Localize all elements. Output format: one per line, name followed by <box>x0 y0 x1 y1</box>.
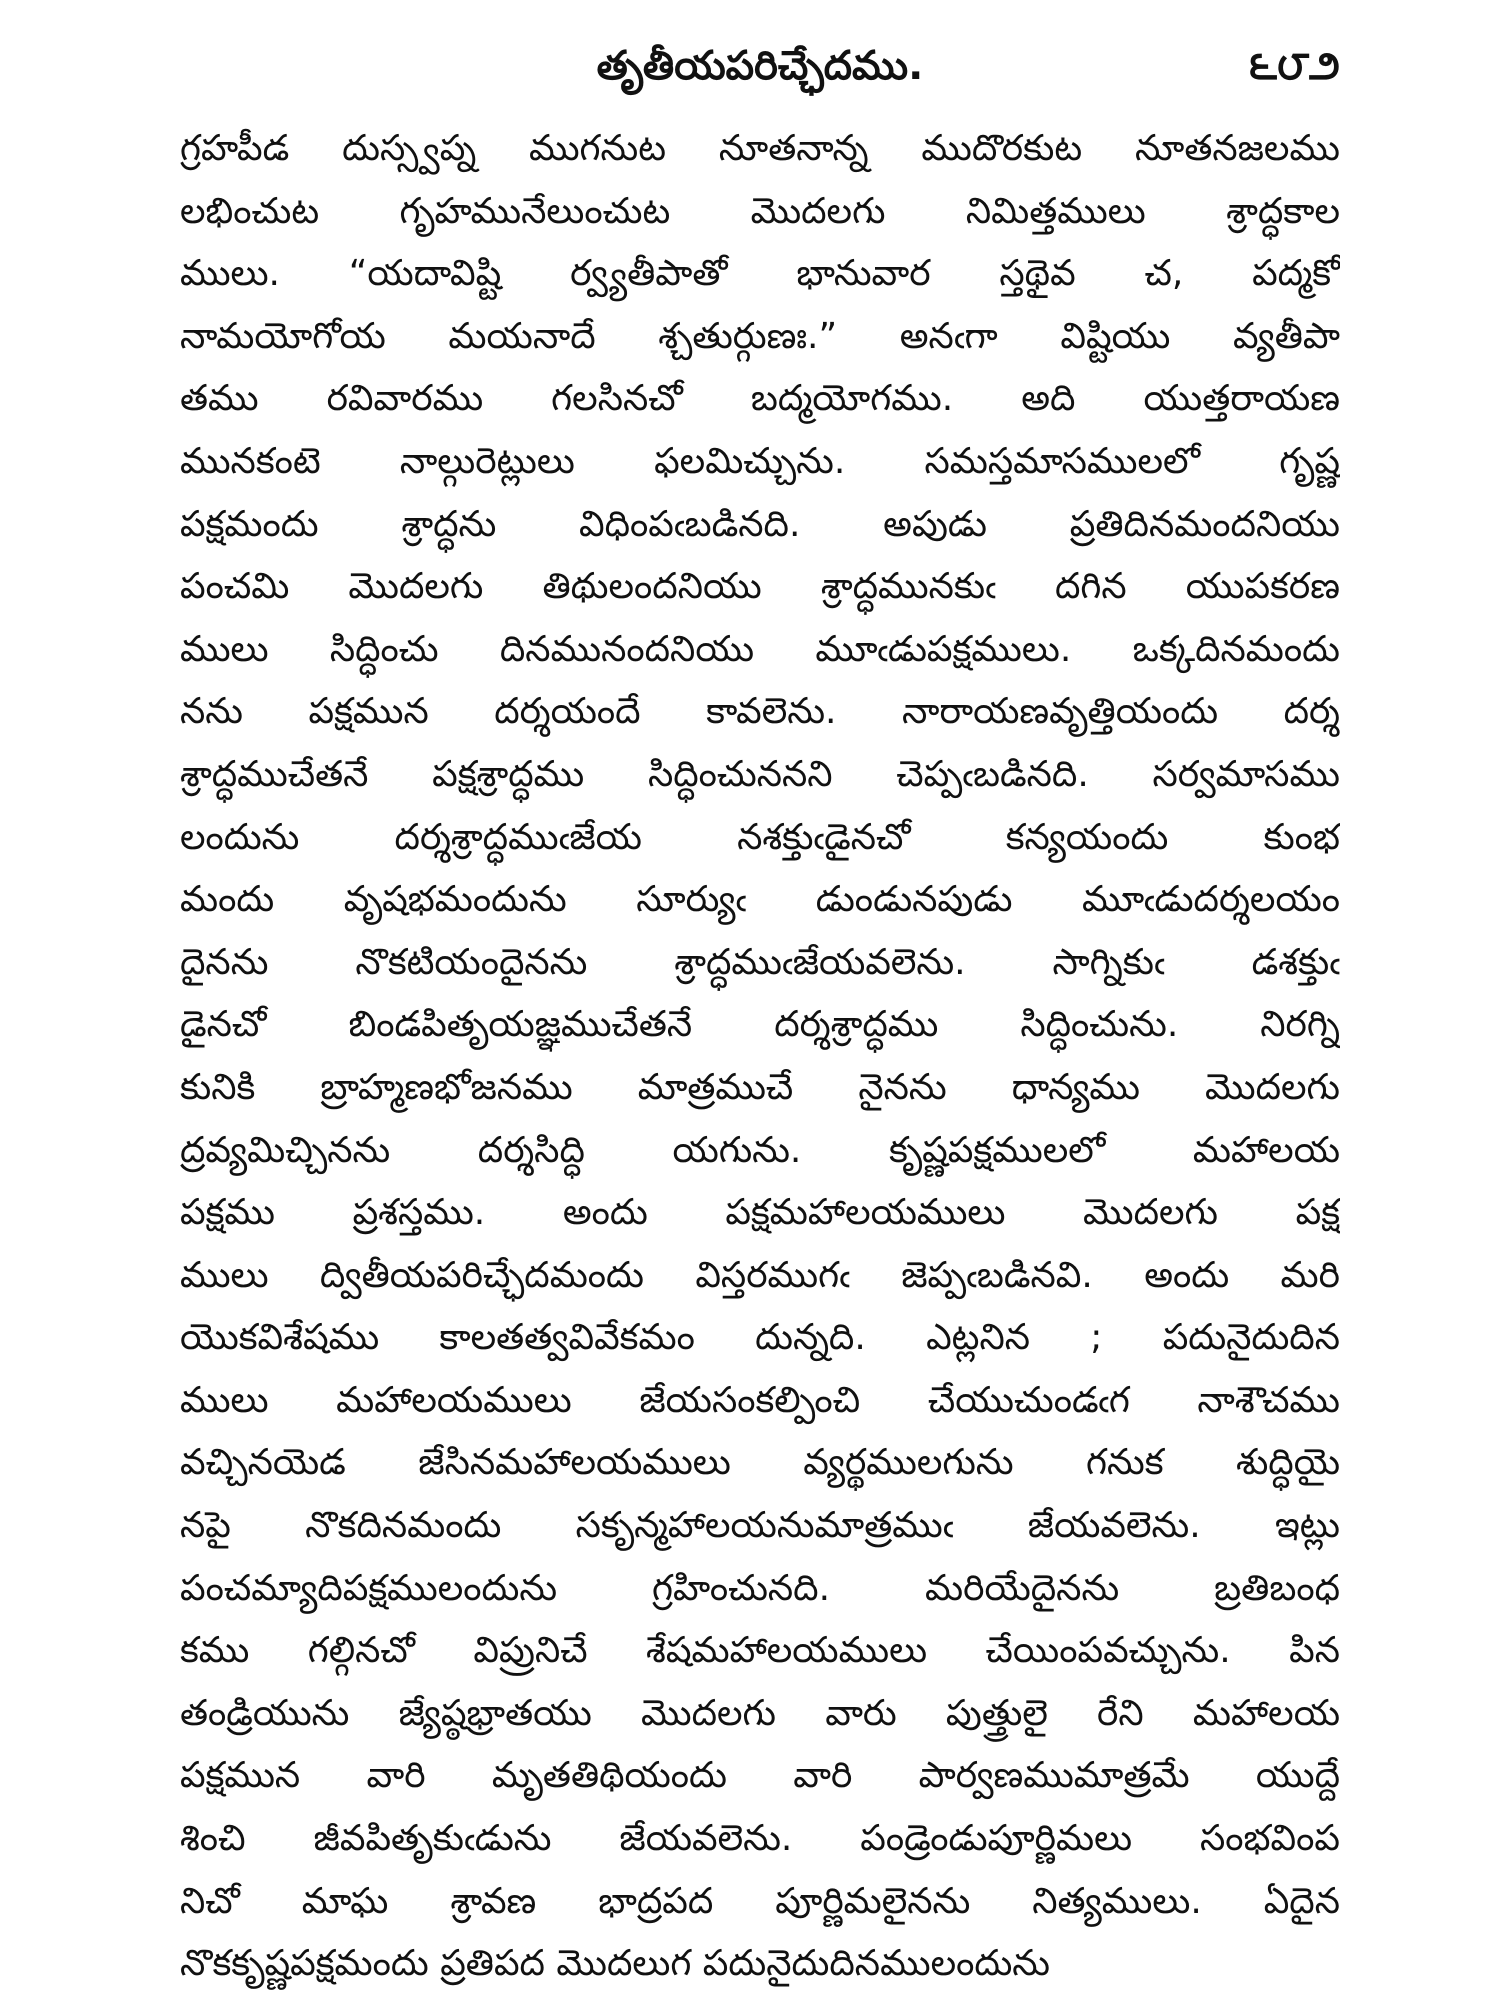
text-line: యొకవిశేషము కాలతత్వవివేకమం దున్నది. ఎట్లనిన ; పదునైదుదిన <box>180 1317 1340 1359</box>
text-line: దైనను నొకటియందైనను శ్రాద్ధముఁజేయవలెను. సాగ్నికుఁ డశక్తుఁ <box>180 941 1340 983</box>
text-line: లభించుట గృహమునేలుంచుట మొదలగు నిమిత్తములు శ్రాద్ధకాల <box>180 190 1340 232</box>
page-number: ౬౮౨ <box>1249 43 1340 89</box>
text-line: ములు. “యదావిష్టి ర్వ్యతీపాతో భానువార స్తథైవ చ, పద్మకో <box>180 253 1340 295</box>
text-line: ములు సిద్ధించు దినమునందనియు మూఁడుపక్షములు. ఒక్కదినమందు <box>180 628 1340 670</box>
text-line: పక్షమందు శ్రాద్ధను విధింపఁబడినది. అపుడు ప్రతిదినమందనియు <box>180 503 1340 545</box>
running-head <box>180 28 1340 108</box>
text-line: గ్రహపీడ దుస్స్వప్న ముగనుట నూతనాన్న ముదొరకుట నూతనజలము <box>180 128 1340 169</box>
text-line: నామయోగోయ మయనాదే శ్చతుర్గుణః.” అనఁగా విష్టియు వ్యతీపా <box>180 315 1340 357</box>
text-line: పంచమి మొదలగు తిథులందనియు శ్రాద్ధమునకుఁ దగిన యుపకరణ <box>180 566 1340 608</box>
text-line: కము గల్గినచో విప్రునిచే శేషమహాలయములు చేయింపవచ్చును. పిన <box>180 1630 1340 1672</box>
text-line: ములు ద్వితీయపరిచ్ఛేదమందు విస్తరముగఁ జెప్పఁబడినవి. అందు మరి <box>180 1254 1340 1296</box>
text-line: వచ్చినయెడ జేసినమహాలయములు వ్యర్థములగును గనుక శుద్ధియై <box>180 1442 1340 1484</box>
text-line: ములు మహాలయములు జేయసంకల్పించి చేయుచుండఁగ నాశౌచము <box>180 1379 1340 1421</box>
text-line: తము రవివారము గలసినచో బద్మయోగము. అది యుత్తరాయణ <box>180 378 1340 420</box>
text-line: తండ్రియును జ్యేష్ఠభ్రాతయు మొదలగు వారు పుత్త్రులై రేని మహాలయ <box>180 1692 1340 1734</box>
chapter-title: తృతీయపరిచ్ఛేదము. <box>596 43 924 89</box>
text-line: పక్షమున వారి మృతతిథియందు వారి పార్వణముమాత్రమే యుద్దే <box>180 1755 1340 1797</box>
text-line: శించి జీవపితృకుఁడును జేయవలెను. పండ్రెండుపూర్ణిమలు సంభవింప <box>180 1818 1340 1860</box>
text-line: నను పక్షమున దర్శయందే కావలెను. నారాయణవృత్తియందు దర్శ <box>180 691 1340 733</box>
body-text <box>180 118 1340 1996</box>
text-line: పంచమ్యాదిపక్షములందును గ్రహించునది. మరియేదైనను బ్రతిబంధ <box>180 1567 1340 1609</box>
text-line: పక్షము ప్రశస్తము. అందు పక్షమహాలయములు మొదలగు పక్ష <box>180 1192 1340 1234</box>
text-line: ద్రవ్యమిచ్చినను దర్శసిద్ధి యగును. కృష్ణపక్షములలో మహాలయ <box>180 1129 1340 1171</box>
text-line: డైనచో బిండపితృయజ్ఞముచేతనే దర్శశ్రాద్ధము సిద్ధించును. నిరగ్ని <box>180 1004 1340 1046</box>
text-line: నపై నొకదినమందు సకృన్మహాలయనుమాత్రముఁ జేయవలెను. ఇట్లు <box>180 1505 1340 1547</box>
text-line: లందును దర్శశ్రాద్ధముఁజేయ నశక్తుఁడైనచో కన్యయందు కుంభ <box>180 816 1340 858</box>
text-line: మునకంటె నాల్గురెట్లులు ఫలమిచ్చును. సమస్తమాసములలో గృష్ణ <box>180 440 1340 482</box>
text-line: నిచో మాఘ శ్రావణ భాద్రపద పూర్ణిమలైనను నిత్యములు. ఏదైన <box>180 1880 1340 1922</box>
text-line: శ్రాద్ధముచేతనే పక్షశ్రాద్ధము సిద్ధించుననని చెప్పఁబడినది. సర్వమాసము <box>180 753 1340 795</box>
text-line: మందు వృషభమందును సూర్యుఁ డుండునపుడు మూఁడుదర్శలయం <box>180 879 1340 921</box>
text-line: నొకకృష్ణపక్షమందు ప్రతిపద మొదలుగ పదునైదుదినములందును <box>180 1943 1050 1985</box>
text-line: కునికి బ్రాహ్మణభోజనము మాత్రముచే నైనను ధాన్యము మొదలగు <box>180 1066 1340 1108</box>
